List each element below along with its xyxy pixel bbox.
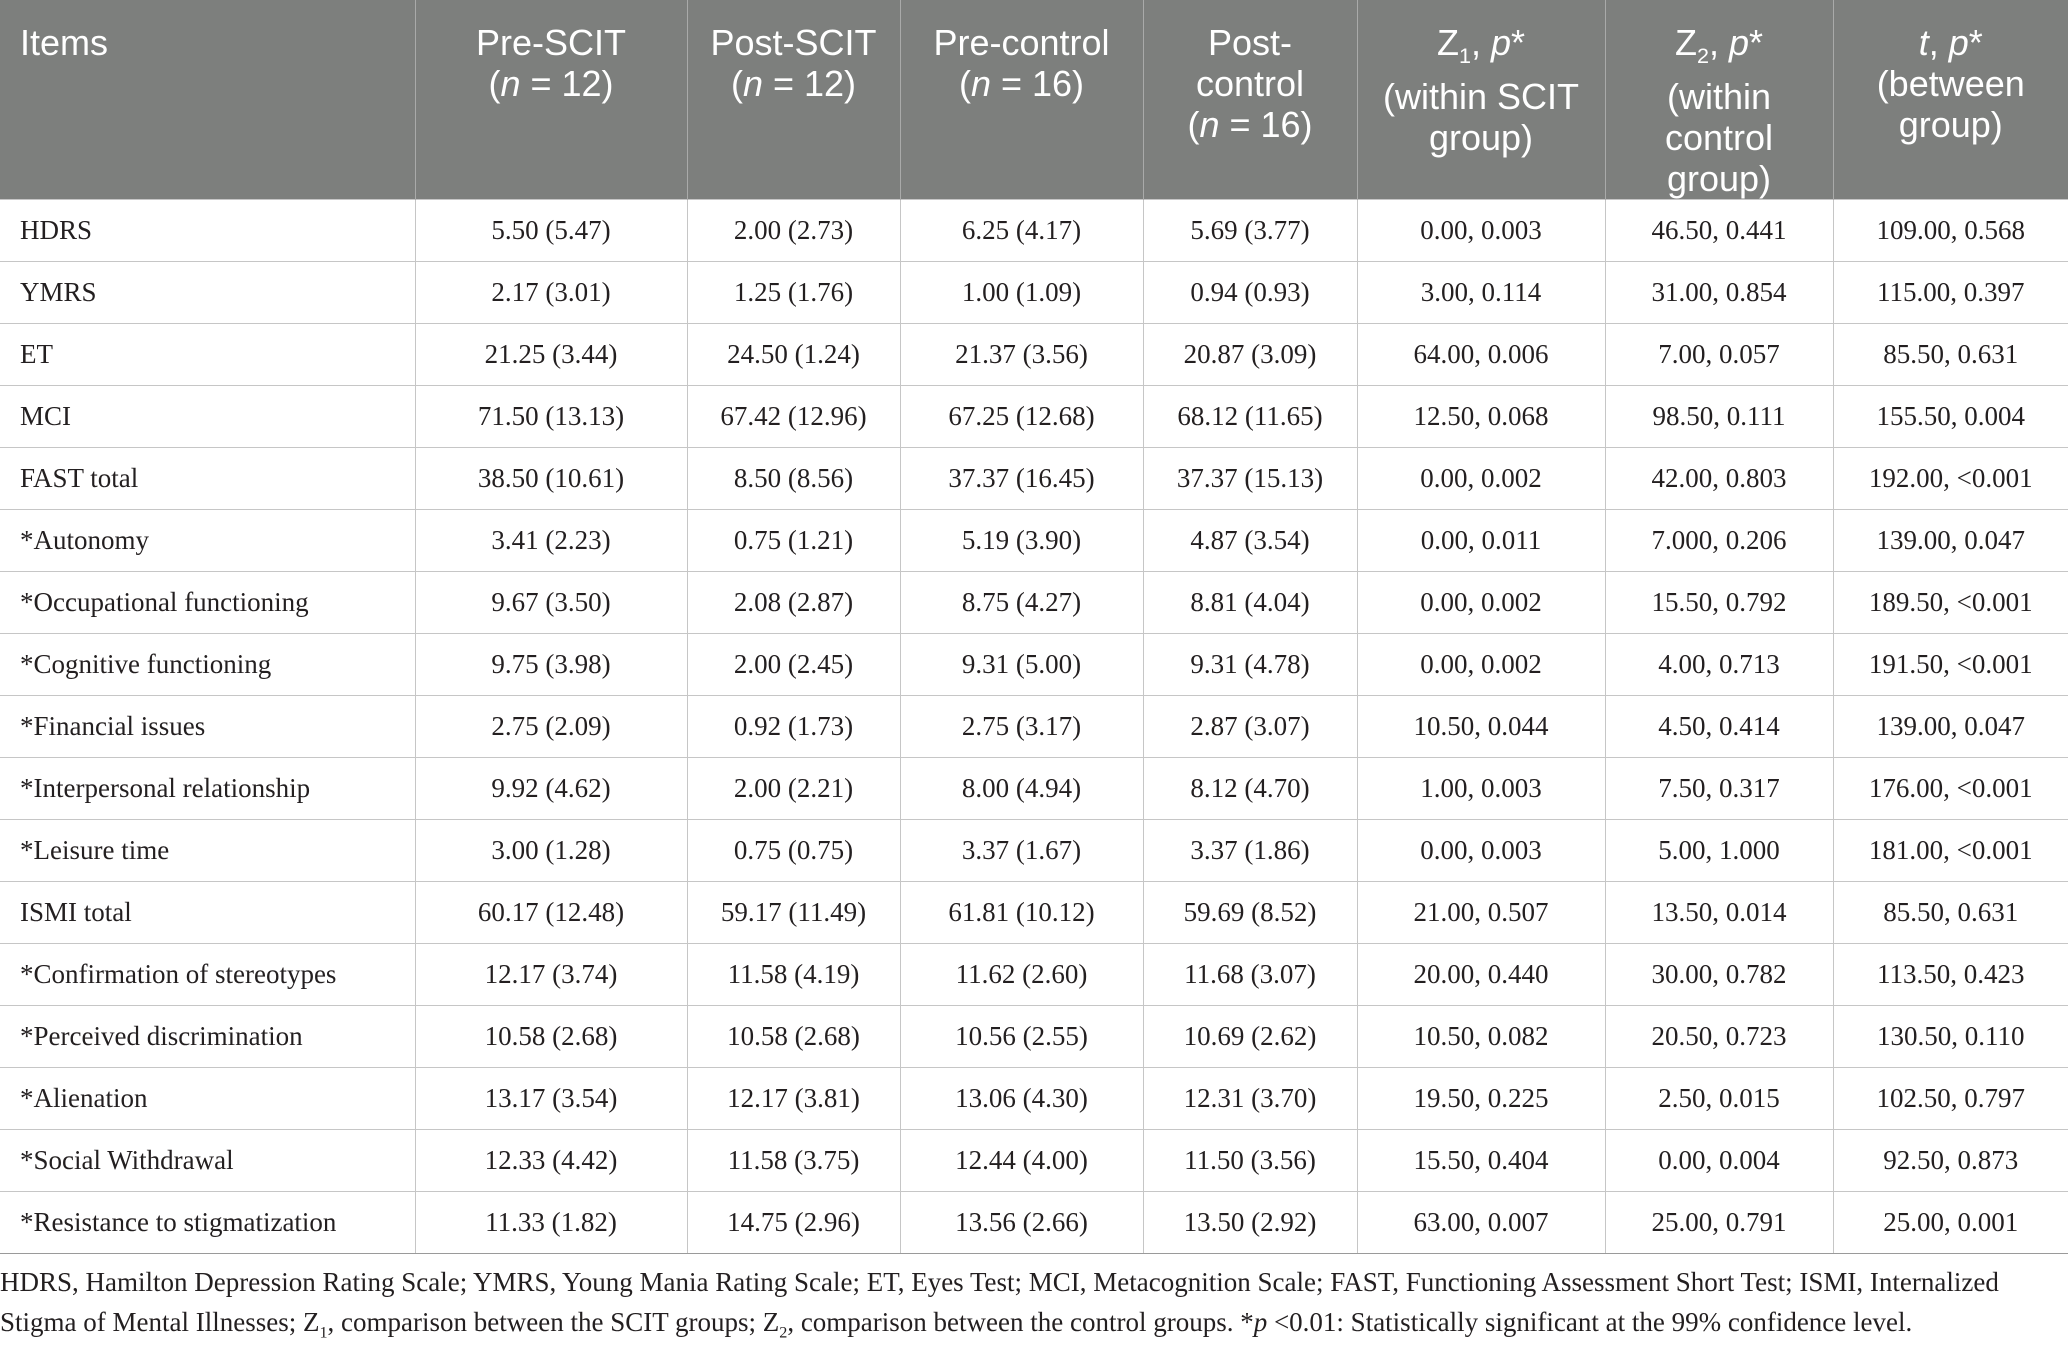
table-cell: 61.81 (10.12) <box>900 882 1143 944</box>
table-cell: 10.58 (2.68) <box>687 1006 900 1068</box>
table-cell: 2.00 (2.45) <box>687 634 900 696</box>
header-t: t, p* (between group) <box>1833 0 2068 200</box>
table-cell: 1.25 (1.76) <box>687 262 900 324</box>
table-row <box>0 262 2068 324</box>
table-cell: 3.37 (1.86) <box>1143 820 1357 882</box>
header-z1: $Z_1$, p* (within SCIT group) <box>1357 0 1605 200</box>
table-cell: 2.87 (3.07) <box>1143 696 1357 758</box>
header-pre-scit: Pre-SCIT (n = 12) <box>415 0 687 200</box>
table-row <box>0 820 2068 882</box>
table-cell: 9.67 (3.50) <box>415 572 687 634</box>
header-row <box>0 0 2068 200</box>
table-cell: 67.42 (12.96) <box>687 386 900 448</box>
header-z2: $Z_2$, p* (within control group) <box>1605 0 1833 200</box>
table-cell: 46.50, 0.441 <box>1605 200 1833 262</box>
table-row <box>0 448 2068 510</box>
table-cell: 8.50 (8.56) <box>687 448 900 510</box>
table-cell: 8.81 (4.04) <box>1143 572 1357 634</box>
table-cell: 12.44 (4.00) <box>900 1130 1143 1192</box>
table-cell: 0.75 (1.21) <box>687 510 900 572</box>
table-row <box>0 200 2068 262</box>
table-cell: 71.50 (13.13) <box>415 386 687 448</box>
table-cell: 9.31 (4.78) <box>1143 634 1357 696</box>
table-cell: 64.00, 0.006 <box>1357 324 1605 386</box>
table-cell: 2.08 (2.87) <box>687 572 900 634</box>
table-cell: 5.19 (3.90) <box>900 510 1143 572</box>
table-row <box>0 324 2068 386</box>
table-cell: 9.31 (5.00) <box>900 634 1143 696</box>
row-label: ET <box>0 324 415 386</box>
table-cell: 30.00, 0.782 <box>1605 944 1833 1006</box>
row-label: *Interpersonal relationship <box>0 758 415 820</box>
table-cell: 3.00, 0.114 <box>1357 262 1605 324</box>
row-label: *Perceived discrimination <box>0 1006 415 1068</box>
table-cell: 11.33 (1.82) <box>415 1192 687 1254</box>
table-cell: 3.00 (1.28) <box>415 820 687 882</box>
table-cell: 2.00 (2.21) <box>687 758 900 820</box>
table-cell: 181.00, <0.001 <box>1833 820 2068 882</box>
table-cell: 130.50, 0.110 <box>1833 1006 2068 1068</box>
table-cell: 98.50, 0.111 <box>1605 386 1833 448</box>
table-cell: 0.00, 0.002 <box>1357 448 1605 510</box>
row-label: ISMI total <box>0 882 415 944</box>
table-cell: 2.75 (2.09) <box>415 696 687 758</box>
table-cell: 11.58 (3.75) <box>687 1130 900 1192</box>
table-cell: 5.69 (3.77) <box>1143 200 1357 262</box>
table-cell: 109.00, 0.568 <box>1833 200 2068 262</box>
table-cell: 92.50, 0.873 <box>1833 1130 2068 1192</box>
table-cell: 13.50, 0.014 <box>1605 882 1833 944</box>
table-cell: 38.50 (10.61) <box>415 448 687 510</box>
table-cell: 20.50, 0.723 <box>1605 1006 1833 1068</box>
table-cell: 12.17 (3.74) <box>415 944 687 1006</box>
table-cell: 192.00, <0.001 <box>1833 448 2068 510</box>
table-cell: 3.37 (1.67) <box>900 820 1143 882</box>
table-cell: 2.75 (3.17) <box>900 696 1143 758</box>
row-label: *Alienation <box>0 1068 415 1130</box>
table-body <box>0 200 2068 1254</box>
table-cell: 24.50 (1.24) <box>687 324 900 386</box>
table-cell: 42.00, 0.803 <box>1605 448 1833 510</box>
table-cell: 2.17 (3.01) <box>415 262 687 324</box>
table-row <box>0 510 2068 572</box>
row-label: *Confirmation of stereotypes <box>0 944 415 1006</box>
table-cell: 37.37 (15.13) <box>1143 448 1357 510</box>
table-cell: 19.50, 0.225 <box>1357 1068 1605 1130</box>
table-cell: 139.00, 0.047 <box>1833 510 2068 572</box>
table-cell: 3.41 (2.23) <box>415 510 687 572</box>
table-cell: 12.31 (3.70) <box>1143 1068 1357 1130</box>
table-cell: 15.50, 0.404 <box>1357 1130 1605 1192</box>
table-cell: 9.75 (3.98) <box>415 634 687 696</box>
table-cell: 21.37 (3.56) <box>900 324 1143 386</box>
row-label: *Occupational functioning <box>0 572 415 634</box>
table-cell: 8.00 (4.94) <box>900 758 1143 820</box>
table-cell: 13.56 (2.66) <box>900 1192 1143 1254</box>
header-post-scit: Post-SCIT (n = 12) <box>687 0 900 200</box>
table-cell: 11.62 (2.60) <box>900 944 1143 1006</box>
header-post-control: Post- control (n = 16) <box>1143 0 1357 200</box>
table-cell: 155.50, 0.004 <box>1833 386 2068 448</box>
table-cell: 14.75 (2.96) <box>687 1192 900 1254</box>
table-footnote <box>0 1262 2066 1352</box>
table-cell: 60.17 (12.48) <box>415 882 687 944</box>
table-cell: 67.25 (12.68) <box>900 386 1143 448</box>
table-cell: 102.50, 0.797 <box>1833 1068 2068 1130</box>
table-row <box>0 1130 2068 1192</box>
table-cell: 13.06 (4.30) <box>900 1068 1143 1130</box>
table-cell: 0.00, 0.004 <box>1605 1130 1833 1192</box>
table-cell: 0.00, 0.002 <box>1357 634 1605 696</box>
row-label: *Social Withdrawal <box>0 1130 415 1192</box>
table-cell: 63.00, 0.007 <box>1357 1192 1605 1254</box>
table-row <box>0 696 2068 758</box>
table-cell: 7.000, 0.206 <box>1605 510 1833 572</box>
table-cell: 0.92 (1.73) <box>687 696 900 758</box>
table-row <box>0 634 2068 696</box>
table-row <box>0 1068 2068 1130</box>
table-cell: 8.12 (4.70) <box>1143 758 1357 820</box>
table-cell: 9.92 (4.62) <box>415 758 687 820</box>
table-cell: 5.50 (5.47) <box>415 200 687 262</box>
table-cell: 0.75 (0.75) <box>687 820 900 882</box>
table-cell: 6.25 (4.17) <box>900 200 1143 262</box>
table-cell: 8.75 (4.27) <box>900 572 1143 634</box>
table-cell: 20.87 (3.09) <box>1143 324 1357 386</box>
table-cell: 37.37 (16.45) <box>900 448 1143 510</box>
table-cell: 11.58 (4.19) <box>687 944 900 1006</box>
table-cell: 5.00, 1.000 <box>1605 820 1833 882</box>
row-label: HDRS <box>0 200 415 262</box>
footnote-text: HDRS, Hamilton Depression Rating Scale; YMRS, Young Mania Rating Scale; ET, Eyes Test; MCI, Metacognition Scale; FAST, Functioning Assessment Short Test; ISMI, Internalized Stigma of Mental Illnesses; $Z_1$, comparison between the SCIT groups; $Z_2$, comparison between the control groups. *p <0.01: Statistically significant at the 99% confidence level. <box>0 1267 1999 1342</box>
table-cell: 10.69 (2.62) <box>1143 1006 1357 1068</box>
row-label: *Financial issues <box>0 696 415 758</box>
table-cell: 21.25 (3.44) <box>415 324 687 386</box>
table-cell: 1.00 (1.09) <box>900 262 1143 324</box>
table-cell: 0.94 (0.93) <box>1143 262 1357 324</box>
header-pre-control: Pre-control (n = 16) <box>900 0 1143 200</box>
table-cell: 10.58 (2.68) <box>415 1006 687 1068</box>
table-cell: 176.00, <0.001 <box>1833 758 2068 820</box>
table-cell: 0.00, 0.002 <box>1357 572 1605 634</box>
table-row <box>0 386 2068 448</box>
table-row <box>0 758 2068 820</box>
table-cell: 191.50, <0.001 <box>1833 634 2068 696</box>
row-label: *Autonomy <box>0 510 415 572</box>
table-row <box>0 882 2068 944</box>
table-cell: 12.33 (4.42) <box>415 1130 687 1192</box>
table-cell: 115.00, 0.397 <box>1833 262 2068 324</box>
table-cell: 10.50, 0.082 <box>1357 1006 1605 1068</box>
table-cell: 113.50, 0.423 <box>1833 944 2068 1006</box>
row-label: FAST total <box>0 448 415 510</box>
table-cell: 59.17 (11.49) <box>687 882 900 944</box>
table-cell: 2.00 (2.73) <box>687 200 900 262</box>
row-label: *Cognitive functioning <box>0 634 415 696</box>
header-items: Items <box>0 0 415 200</box>
table-row <box>0 944 2068 1006</box>
table-cell: 13.50 (2.92) <box>1143 1192 1357 1254</box>
table-cell: 85.50, 0.631 <box>1833 324 2068 386</box>
row-label: YMRS <box>0 262 415 324</box>
table-cell: 25.00, 0.791 <box>1605 1192 1833 1254</box>
row-label: *Resistance to stigmatization <box>0 1192 415 1254</box>
table-cell: 1.00, 0.003 <box>1357 758 1605 820</box>
table-cell: 11.68 (3.07) <box>1143 944 1357 1006</box>
table-cell: 2.50, 0.015 <box>1605 1068 1833 1130</box>
table-cell: 25.00, 0.001 <box>1833 1192 2068 1254</box>
table-cell: 0.00, 0.011 <box>1357 510 1605 572</box>
table-cell: 21.00, 0.507 <box>1357 882 1605 944</box>
row-label: *Leisure time <box>0 820 415 882</box>
row-label: MCI <box>0 386 415 448</box>
table-cell: 68.12 (11.65) <box>1143 386 1357 448</box>
table-cell: 20.00, 0.440 <box>1357 944 1605 1006</box>
table-cell: 10.56 (2.55) <box>900 1006 1143 1068</box>
table-cell: 15.50, 0.792 <box>1605 572 1833 634</box>
table-cell: 189.50, <0.001 <box>1833 572 2068 634</box>
table-cell: 7.00, 0.057 <box>1605 324 1833 386</box>
table-cell: 11.50 (3.56) <box>1143 1130 1357 1192</box>
table-cell: 4.00, 0.713 <box>1605 634 1833 696</box>
table-cell: 13.17 (3.54) <box>415 1068 687 1130</box>
table-cell: 12.50, 0.068 <box>1357 386 1605 448</box>
table-cell: 4.87 (3.54) <box>1143 510 1357 572</box>
table-cell: 4.50, 0.414 <box>1605 696 1833 758</box>
table-row <box>0 1192 2068 1254</box>
table-row <box>0 572 2068 634</box>
table-cell: 85.50, 0.631 <box>1833 882 2068 944</box>
table-cell: 0.00, 0.003 <box>1357 820 1605 882</box>
table-cell: 7.50, 0.317 <box>1605 758 1833 820</box>
table-cell: 10.50, 0.044 <box>1357 696 1605 758</box>
table-row <box>0 1006 2068 1068</box>
table-cell: 59.69 (8.52) <box>1143 882 1357 944</box>
table-cell: 12.17 (3.81) <box>687 1068 900 1130</box>
table-cell: 31.00, 0.854 <box>1605 262 1833 324</box>
table-cell: 0.00, 0.003 <box>1357 200 1605 262</box>
table-cell: 139.00, 0.047 <box>1833 696 2068 758</box>
